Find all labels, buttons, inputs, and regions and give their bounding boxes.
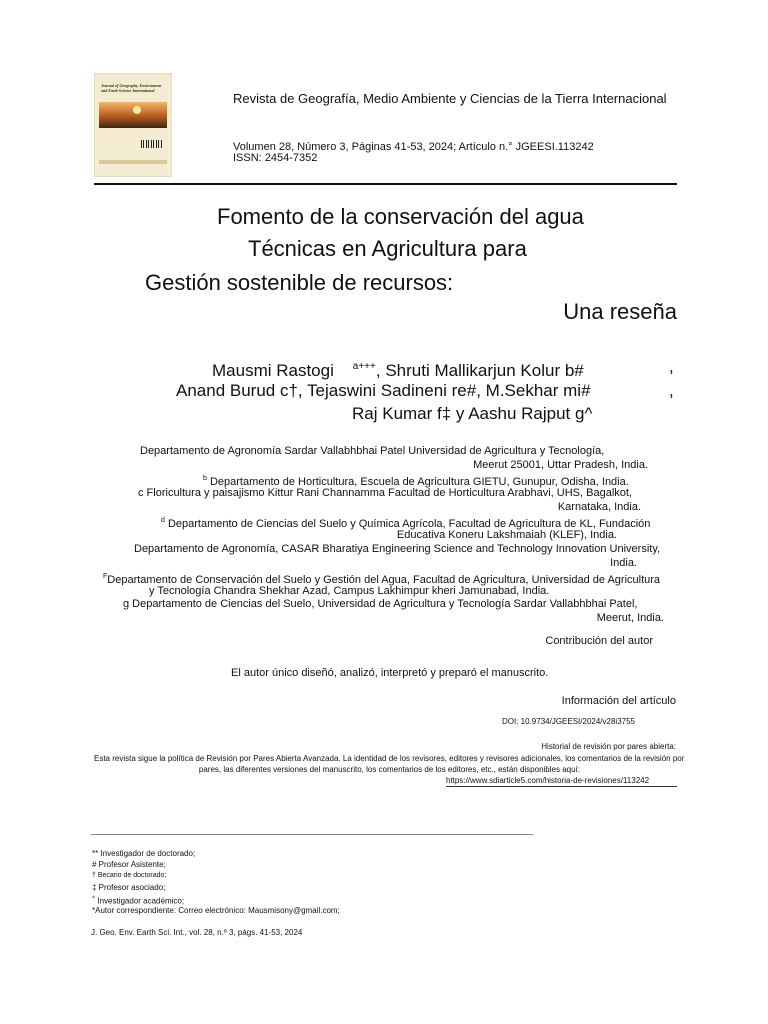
title-line-2: Técnicas en Agricultura para [248, 236, 527, 261]
footnote-5 [92, 894, 184, 907]
affiliation-d-cont: Educativa Koneru Lakshmaiah (KLEF), India. [396, 529, 617, 541]
affiliation-e: Departamento de Agronomía, CASAR Bharatiya Engineering Science and Technology Innovation University, [134, 543, 661, 555]
affiliation-c: c Floricultura y paisajismo Kittur Rani Channamma Facultad de Horticultura Arabhavi, UHS, Bagalkot, [138, 487, 632, 499]
cover-footer-band [99, 160, 167, 164]
issn: ISSN: 2454-7352 [233, 152, 318, 164]
citation-footer: J. Geo. Env. Earth Sci. Int., vol. 28, n.º 3, págs. 41-53, 2024 [91, 928, 303, 937]
footnote-5-text: Investigador académico; [95, 896, 185, 906]
affiliation-b-text: Departamento de Horticultura, Escuela de Agricultura GIETU, Gunupur, Odisha, India. [209, 476, 629, 488]
cover-title: Journal of Geography, Environment and Earth Science International [101, 83, 162, 93]
authors-list: , Shruti Mallikarjun Kolur b# [375, 361, 584, 380]
authors-line-1 [212, 357, 584, 381]
article-info-heading: Información del artículo [561, 695, 676, 707]
footnote-rule [91, 834, 533, 835]
journal-name: Revista de Geografía, Medio Ambiente y Ciencias de la Tierra Internacional [233, 91, 667, 106]
title-line-1: Fomento de la conservación del agua [217, 204, 584, 229]
affiliation-e-cont: India. [610, 557, 637, 569]
affiliation-f-sup: F [103, 573, 108, 580]
doi: DOI: 10.9734/JGEESI/2024/v28i3755 [502, 717, 635, 726]
affiliation-c-cont: Karnataka, India. [557, 501, 641, 513]
footnote-5-sup: ^ [92, 895, 96, 902]
journal-cover-thumbnail [94, 73, 172, 177]
authors-line-2: Anand Burud c†, Tejaswini Sadineni re#, M.Sekhar mi# [176, 381, 591, 400]
affiliation-f-cont: y Tecnología Chandra Shekhar Azad, Campus Lakhimpur kheri Jamunabad, India. [149, 585, 550, 597]
affiliation-a: Departamento de Agronomía Sardar Vallabhbhai Patel Universidad de Agricultura y Tecnología, [140, 445, 605, 457]
affiliation-d-text: Departamento de Ciencias del Suelo y Química Agrícola, Facultad de Agricultura de KL, Fundación [167, 518, 651, 530]
title-line-4: Una reseña [563, 299, 677, 324]
affiliation-a-cont: Meerut 25001, Uttar Pradesh, India. [473, 459, 648, 471]
footnote-6: *Autor correspondiente: Correo electrónico: Mausmisony@gmail.com; [92, 906, 340, 915]
volume-info [233, 142, 673, 164]
author-affiliation-sup: a+++ [352, 361, 376, 372]
footnote-3: † Becario de doctorado; [92, 872, 167, 879]
author-name: Mausmi Rastogi [212, 361, 334, 380]
authors-line-3: Raj Kumar f‡ y Aashu Rajput g^ [352, 404, 593, 423]
contribution-text: El autor único diseñó, analizó, interpretó y preparó el manuscrito. [231, 667, 549, 679]
header-rule [94, 183, 677, 185]
cover-landscape-image [99, 102, 167, 128]
affiliation-g: g Departamento de Ciencias del Suelo, Universidad de Agricultura y Tecnología Sardar Vallabhbhai Patel, [123, 598, 638, 610]
volume-line: Volumen 28, Número 3, Páginas 41-53, 2024; Artículo n.° JGEESI.113242 [233, 141, 594, 153]
authors-line-2-comma: , [669, 381, 674, 400]
cover-barcode [141, 140, 163, 148]
affiliation-f-text: Departamento de Conservación del Suelo y Gestión del Agua, Facultad de Agricultura, Universidad de Agricultura [107, 574, 661, 586]
footnote-4: ‡ Profesor asociado; [92, 883, 166, 892]
review-history-link[interactable]: https://www.sdiarticle5.com/historia-de-revisiones/113242 [446, 776, 677, 787]
title-line-3: Gestión sostenible de recursos: [145, 270, 454, 295]
footnote-1: ** Investigador de doctorado; [92, 849, 196, 858]
footnote-2: # Profesor Asistente; [92, 860, 166, 869]
review-policy-line-1: Esta revista sigue la política de Revisión por Pares Abierta Avanzada. La identidad de los revisores, editores y revisores adicionales, los comentarios de la revisión por [94, 754, 685, 763]
cover-sun-graphic [133, 106, 141, 114]
authors-line-1-comma: , [669, 357, 674, 376]
review-policy-line-2: pares, las diferentes versiones del manuscrito, los comentarios de los editores, etc., están disponibles aquí: [198, 765, 580, 774]
affiliation-g-cont: Meerut, India. [596, 612, 664, 624]
review-history-heading: Historial de revisión por pares abierta: [541, 742, 676, 751]
affiliation-d-sup: d [161, 517, 165, 524]
affiliation-b-sup: b [203, 475, 207, 482]
contribution-heading: Contribución del autor [545, 635, 653, 647]
